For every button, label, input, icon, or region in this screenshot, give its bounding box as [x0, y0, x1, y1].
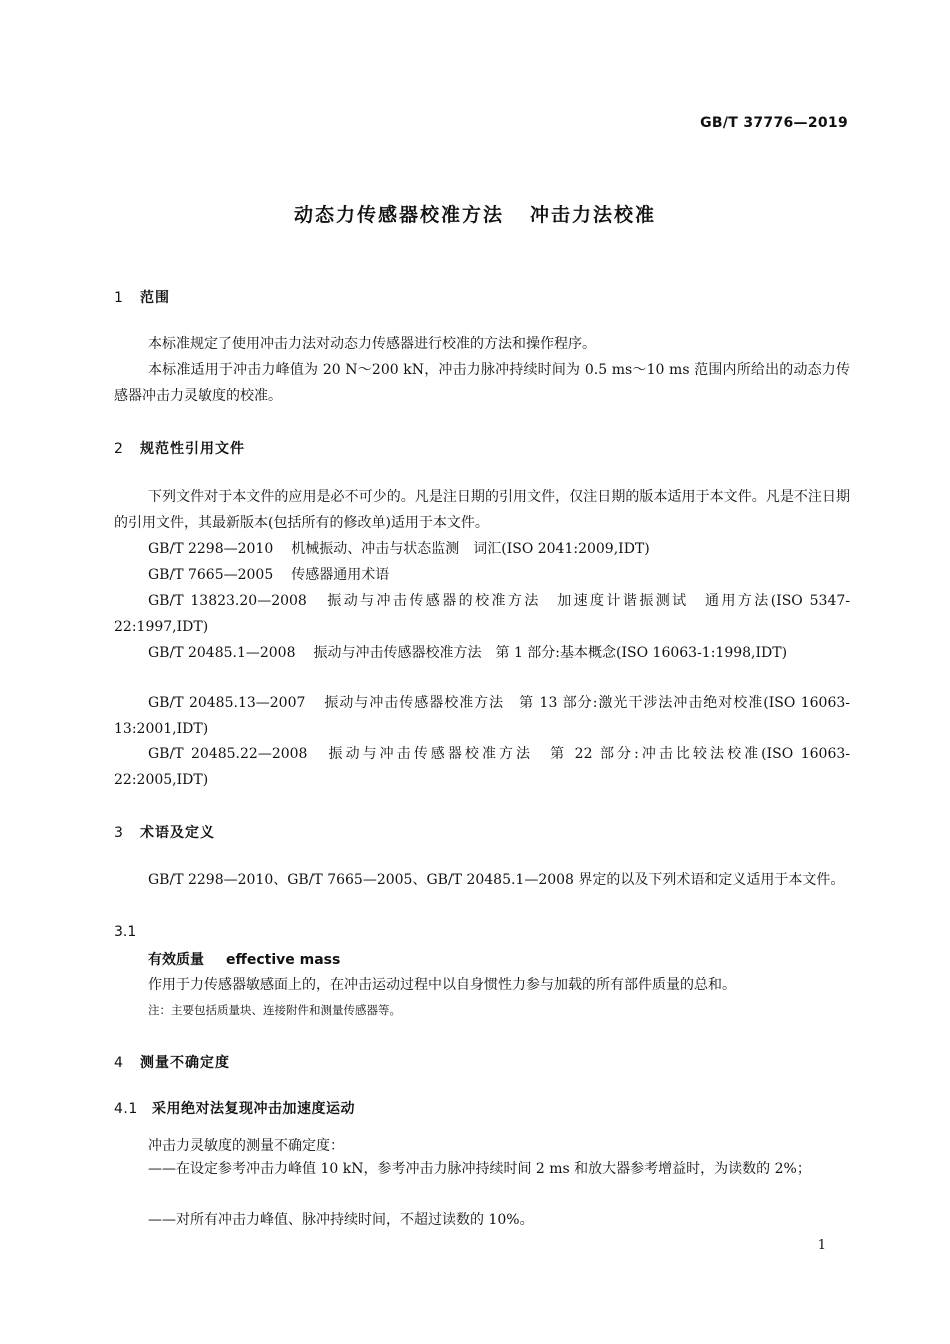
normative-reference-5: GB/T 20485.13—2007 振动与冲击传感器校准方法 第 13 部分:激光干涉法冲击绝对校准(ISO 16063-13:2001,IDT) — [114, 695, 850, 737]
normative-reference-3: GB/T 13823.20—2008 振动与冲击传感器的校准方法 加速度计谐振测试 通用方法(ISO 5347-22:1997,IDT) — [114, 593, 851, 635]
section-3-intro: GB/T 2298—2010、GB/T 7665—2005、GB/T 20485.1—2008 界定的以及下列术语和定义适用于本文件。 — [148, 872, 845, 888]
normative-reference-1: GB/T 2298—2010 机械振动、冲击与状态监测 词汇(ISO 2041:2009,IDT) — [148, 541, 650, 557]
normative-reference-4: GB/T 20485.1—2008 振动与冲击传感器校准方法 第 1 部分:基本概念(ISO 16063-1:1998,IDT) — [148, 645, 788, 661]
uncertainty-item-1: ——在设定参考冲击力峰值 10 kN，参考冲击力脉冲持续时间 2 ms 和放大器参考增益时，为读数的 2%； — [148, 1161, 811, 1177]
term-name: 有效质量 effective mass — [148, 952, 341, 968]
title-sub: 冲击力法校准 — [530, 204, 657, 226]
document-title — [0, 200, 950, 227]
section-2-heading: 2 规范性引用文件 — [114, 441, 245, 457]
section-4-heading: 4 测量不确定度 — [114, 1055, 230, 1071]
subsection-4-1-heading: 4.1 采用绝对法复现冲击加速度运动 — [114, 1101, 355, 1117]
standard-code: GB/T 37776—2019 — [700, 115, 848, 131]
title-main: 动态力传感器校准方法 — [293, 204, 504, 226]
section-3-heading: 3 术语及定义 — [114, 825, 215, 841]
section-2-intro: 下列文件对于本文件的应用是必不可少的。凡是注日期的引用文件，仅注日期的版本适用于本文件。凡是不注日期的引用文件，其最新版本(包括所有的修改单)适用于本文件。 — [114, 489, 850, 531]
term-definition: 作用于力传感器敏感面上的，在冲击运动过程中以自身惯性力参与加载的所有部件质量的总和。 — [148, 977, 736, 993]
page-number: 1 — [817, 1238, 826, 1253]
section-1-paragraph-1: 本标准规定了使用冲击力法对动态力传感器进行校准的方法和操作程序。 — [148, 336, 596, 352]
uncertainty-item-2: ——对所有冲击力峰值、脉冲持续时间，不超过读数的 10%。 — [148, 1212, 534, 1228]
normative-reference-6: GB/T 20485.22—2008 振动与冲击传感器校准方法 第 22 部分:冲击比较法校准(ISO 16063-22:2005,IDT) — [114, 746, 851, 788]
uncertainty-lead: 冲击力灵敏度的测量不确定度： — [148, 1138, 344, 1154]
section-1-paragraph-2: 本标准适用于冲击力峰值为 20 N～200 kN，冲击力脉冲持续时间为 0.5 ms～10 ms 范围内所给出的动态力传感器冲击力灵敏度的校准。 — [114, 362, 850, 404]
term-number: 3.1 — [114, 924, 137, 940]
section-1-heading: 1 范围 — [114, 290, 170, 306]
normative-reference-2: GB/T 7665—2005 传感器通用术语 — [148, 567, 390, 583]
term-note: 注：主要包括质量块、连接附件和测量传感器等。 — [148, 1003, 401, 1017]
